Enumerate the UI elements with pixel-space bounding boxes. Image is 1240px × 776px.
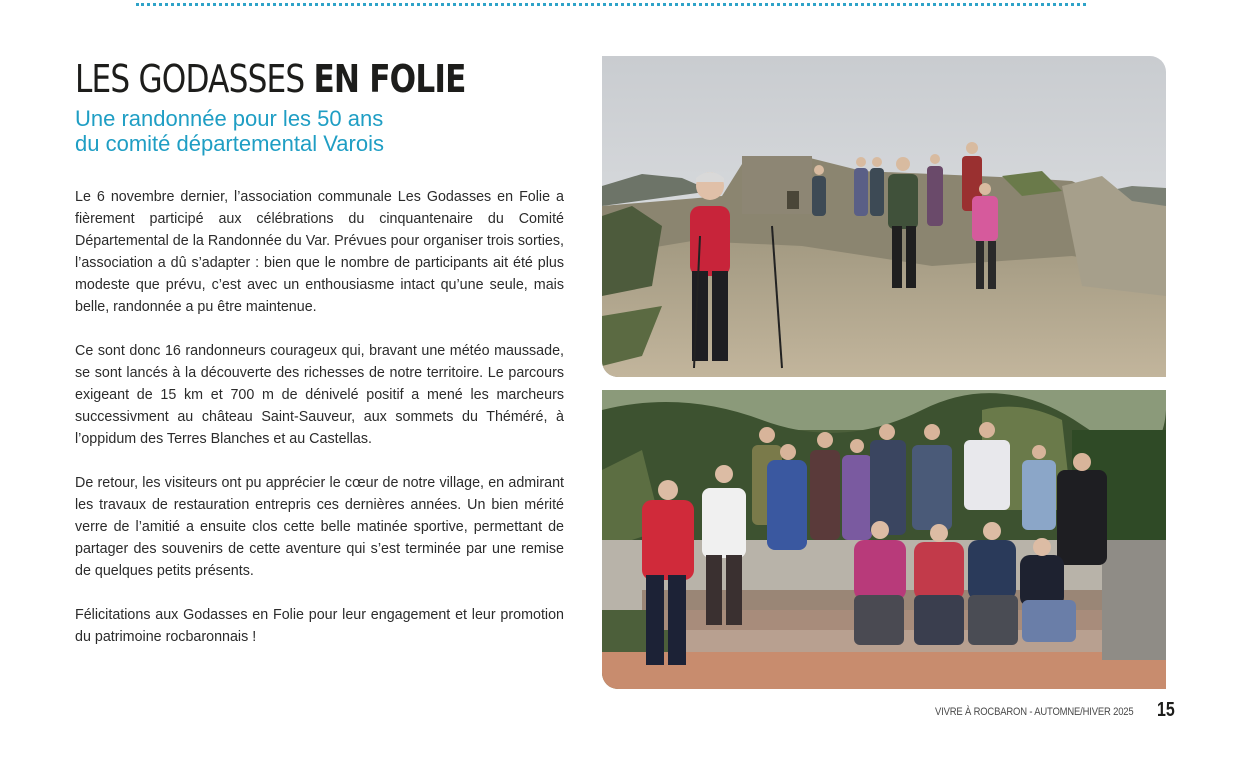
group-on-steps-photo [602, 390, 1166, 689]
article-title [75, 56, 466, 102]
paragraph-1: Le 6 novembre dernier, l’association communale Les Godasses en Folie a fièrement participé aux célébrations du cinquantenaire du Comité Départemental de la Randonnée du Var. Prévues pour organiser trois sorties, l’association a dû s’adapter : bien que le nombre de participants ait été plus modeste que prévu, c’est avec un enthousiasme intact qu’une seule, mais belle, randonnée a pu être maintenue. [75, 189, 564, 315]
article-subtitle [75, 106, 555, 156]
title-regular: LES GODASSES [75, 57, 305, 101]
hikers-hilltop-photo [602, 56, 1166, 377]
paragraph-3: De retour, les visiteurs ont pu apprécier le cœur de notre village, en admirant les travaux de restauration entrepris ces dernières années. Un bien mérité verre de l’amitié a ensuite clos cette belle matinée sportive, permettant de partager des souvenirs de cette aventure qui s’est terminée par une remise de quelques petits présents. [75, 475, 564, 579]
publication-name: VIVRE À ROCBARON - AUTOMNE/HIVER 2025 [935, 706, 1134, 718]
subtitle-line-2: du comité départemental Varois [75, 131, 384, 156]
article-body [75, 186, 564, 670]
subtitle-line-1: Une randonnée pour les 50 ans [75, 106, 384, 131]
title-bold: EN FOLIE [313, 57, 466, 101]
page-number: 15 [1157, 699, 1175, 721]
paragraph-2: Ce sont donc 16 randonneurs courageux qui, bravant une météo maussade, se sont lancés à la découverte des richesses de notre territoire. Le parcours exigeant de 15 km et 700 m de dénivelé positif a mené les marcheurs successivment au château Saint-Sauveur, aux sommets du Théméré, à l’oppidum des Terres Blanches et au Castellas. [75, 343, 564, 447]
top-dotted-rule [136, 3, 1086, 6]
paragraph-4: Félicitations aux Godasses en Folie pour leur engagement et leur promotion du patrimoine rocbaronnais ! [75, 607, 564, 645]
